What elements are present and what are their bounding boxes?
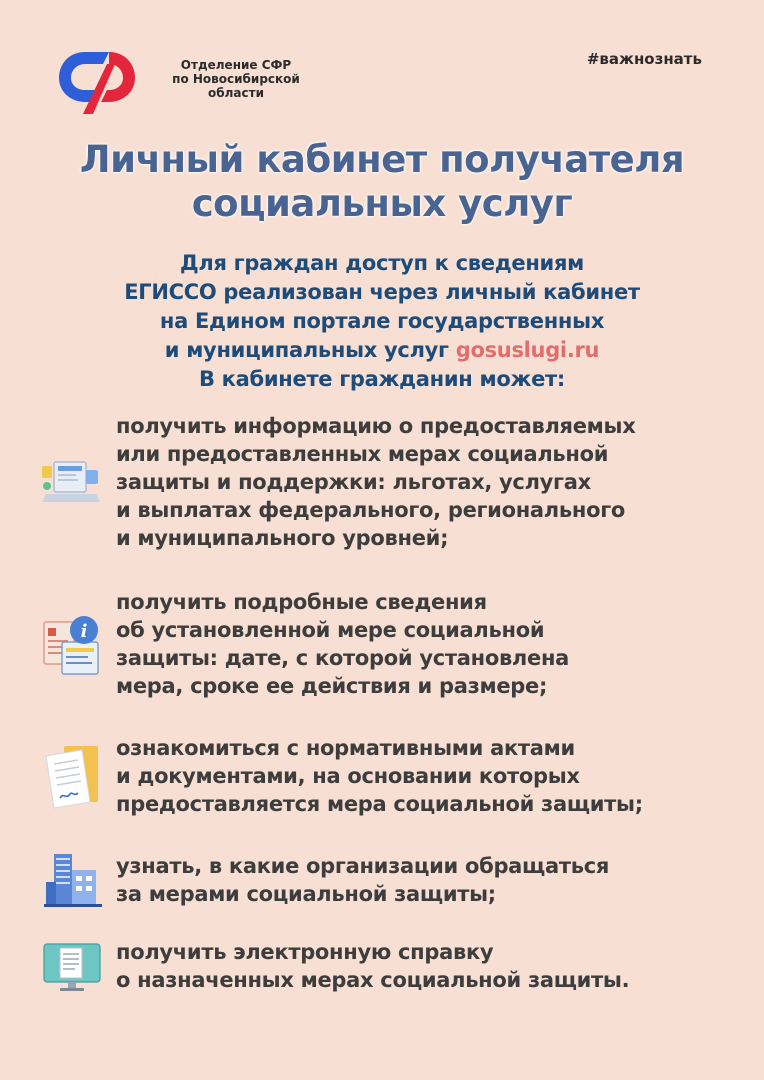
sfr-logo [55,44,139,116]
item-line: узнать, в какие организации обращаться [116,854,610,878]
item-line: и муниципального уровней; [116,526,449,550]
monitor-document-icon [42,940,102,994]
item-line: и выплатах федерального, регионального [116,498,625,522]
list-item [116,412,756,552]
info-document-icon [40,610,102,678]
organization-name [166,58,306,100]
signed-document-icon [42,744,102,810]
intro-line: Для граждан доступ к сведениям [179,251,585,275]
org-line: области [208,86,264,100]
intro-line: на Едином портале государственных [159,309,605,333]
item-line: об установленной мере социальной [116,618,545,642]
item-line: или предоставленных мерах социальной [116,442,609,466]
title-line: Личный кабинет получателя [79,138,685,181]
item-line: мера, сроке ее действия и размере; [116,674,548,698]
item-line: и документами, на основании которых [116,764,580,788]
intro-line-prefix: и муниципальных услуг [164,338,456,362]
intro-line [0,336,764,365]
list-item [116,588,756,700]
title-line: социальных услуг [191,182,573,225]
gosuslugi-link[interactable]: gosuslugi.ru [455,338,600,362]
item-line: получить электронную справку [116,940,494,964]
intro-text [0,249,764,394]
intro-line: В кабинете гражданин может: [198,367,566,391]
item-line: защиты: дате, с которой установлена [116,646,570,670]
org-line: по Новосибирской [172,72,300,86]
item-line: защиты и поддержки: льготах, услугах [116,470,591,494]
page-title [0,138,764,226]
laptop-documents-icon [40,456,102,512]
list-item [116,852,756,908]
list-item [116,938,756,994]
item-line: получить подробные сведения [116,590,487,614]
item-line: за мерами социальной защиты; [116,882,496,906]
hashtag: #важнознать [586,50,702,68]
org-line: Отделение СФР [180,58,292,72]
item-line: ознакомиться с нормативными актами [116,736,575,760]
list-item [116,734,756,818]
item-line: получить информацию о предоставляемых [116,414,636,438]
item-line: о назначенных мерах социальной защиты. [116,968,630,992]
item-line: предоставляется мера социальной защиты; [116,792,643,816]
office-building-icon [44,852,102,908]
svg-text:i: i [80,621,88,642]
intro-line: ЕГИССО реализован через личный кабинет [124,280,640,304]
